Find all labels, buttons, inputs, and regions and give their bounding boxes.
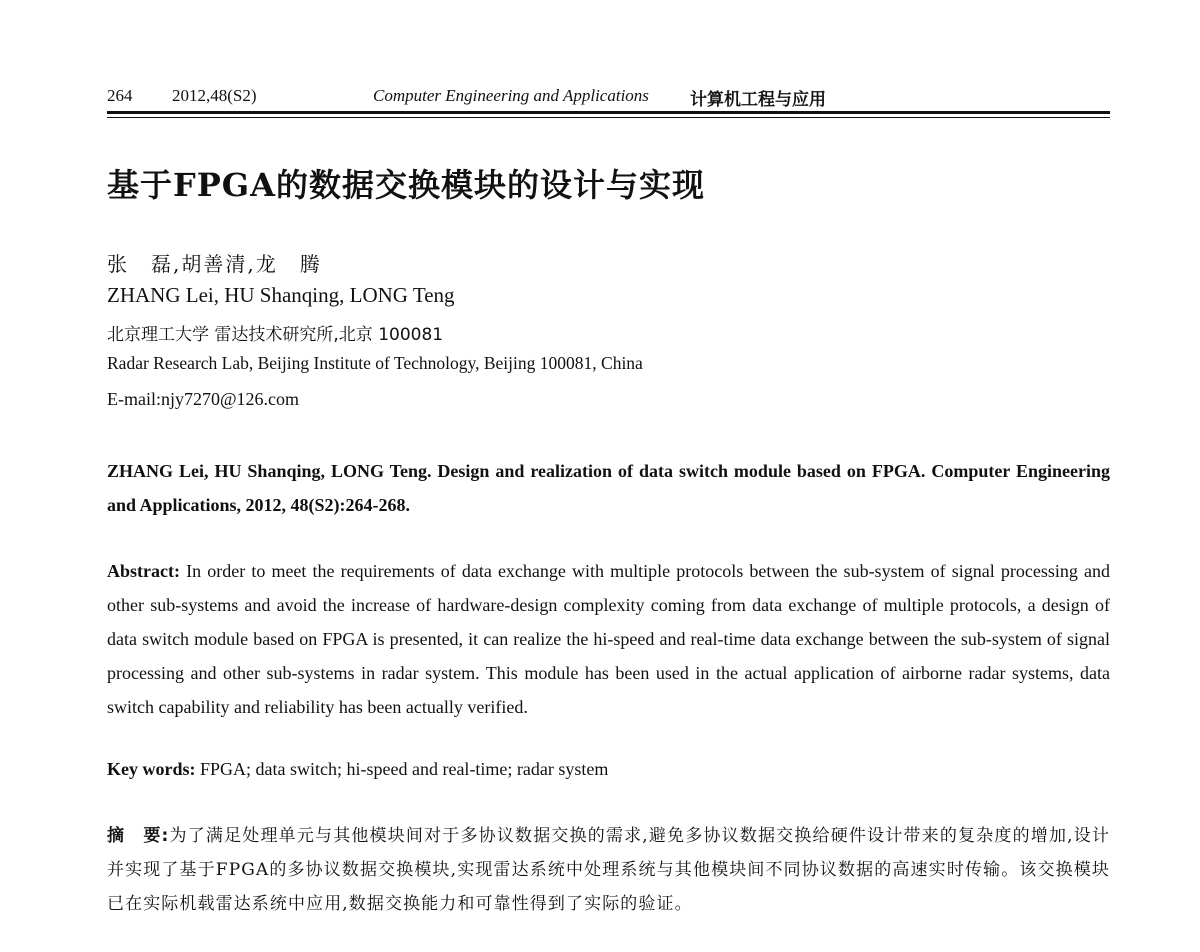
abstract-label: Abstract: [107,561,180,581]
running-header [107,86,1110,112]
keywords-label: Key words: [107,759,196,779]
journal-name-cn: 计算机工程与应用 [690,90,826,110]
header-rule-thin [107,117,1110,118]
volume-issue: 2012,48(S2) [172,86,257,105]
journal-name-en: Computer Engineering and Applications [373,86,649,105]
page-number: 264 [107,86,133,105]
citation-block: ZHANG Lei, HU Shanqing, LONG Teng. Design and realization of data switch module based on FPGA. Computer Engineering and Applications, 2012, 48(S2):264-268. [107,461,1110,515]
author-email: E-mail:njy7270@126.com [107,389,300,409]
keywords-text: FPGA; data switch; hi-speed and real-time; radar system [200,759,609,779]
authors-en: ZHANG Lei, HU Shanqing, LONG Teng [107,283,455,307]
header-rule-thick [107,111,1110,114]
authors-cn: 张 磊,胡善清,龙 腾 [107,252,322,276]
paper-title: 基于FPGA的数据交换模块的设计与实现 [107,166,705,204]
affiliation-en: Radar Research Lab, Beijing Institute of Technology, Beijing 100081, China [107,353,643,373]
abstract-cn-text: 为了满足处理单元与其他模块间对于多协议数据交换的需求,避免多协议数据交换给硬件设计带来的复杂度的增加,设计并实现了基于FPGA的多协议数据交换模块,实现雷达系统中处理系统与其他模块间不同协议数据的高速实时传输。该交换模块已在实际机载雷达系统中应用,数据交换能力和可靠性得到了实际的验证。 [107,826,1110,914]
abstract-en [107,554,1110,724]
affiliation-cn: 北京理工大学 雷达技术研究所,北京 100081 [107,325,444,345]
abstract-cn-label: 摘 要: [107,826,170,846]
abstract-text: In order to meet the requirements of data exchange with multiple protocols between the sub-system of signal processing and other sub-systems and avoid the increase of hardware-design complexity coming from data exchange of multiple protocols, a design of data switch module based on FPGA is presented, it can realize the hi-speed and real-time data exchange between the sub-system of signal processing and other sub-systems in radar system. This module has been used in the actual application of airborne radar systems, data switch capability and reliability has been actually verified. [107,561,1110,717]
abstract-cn [107,819,1110,921]
keywords [107,759,608,780]
